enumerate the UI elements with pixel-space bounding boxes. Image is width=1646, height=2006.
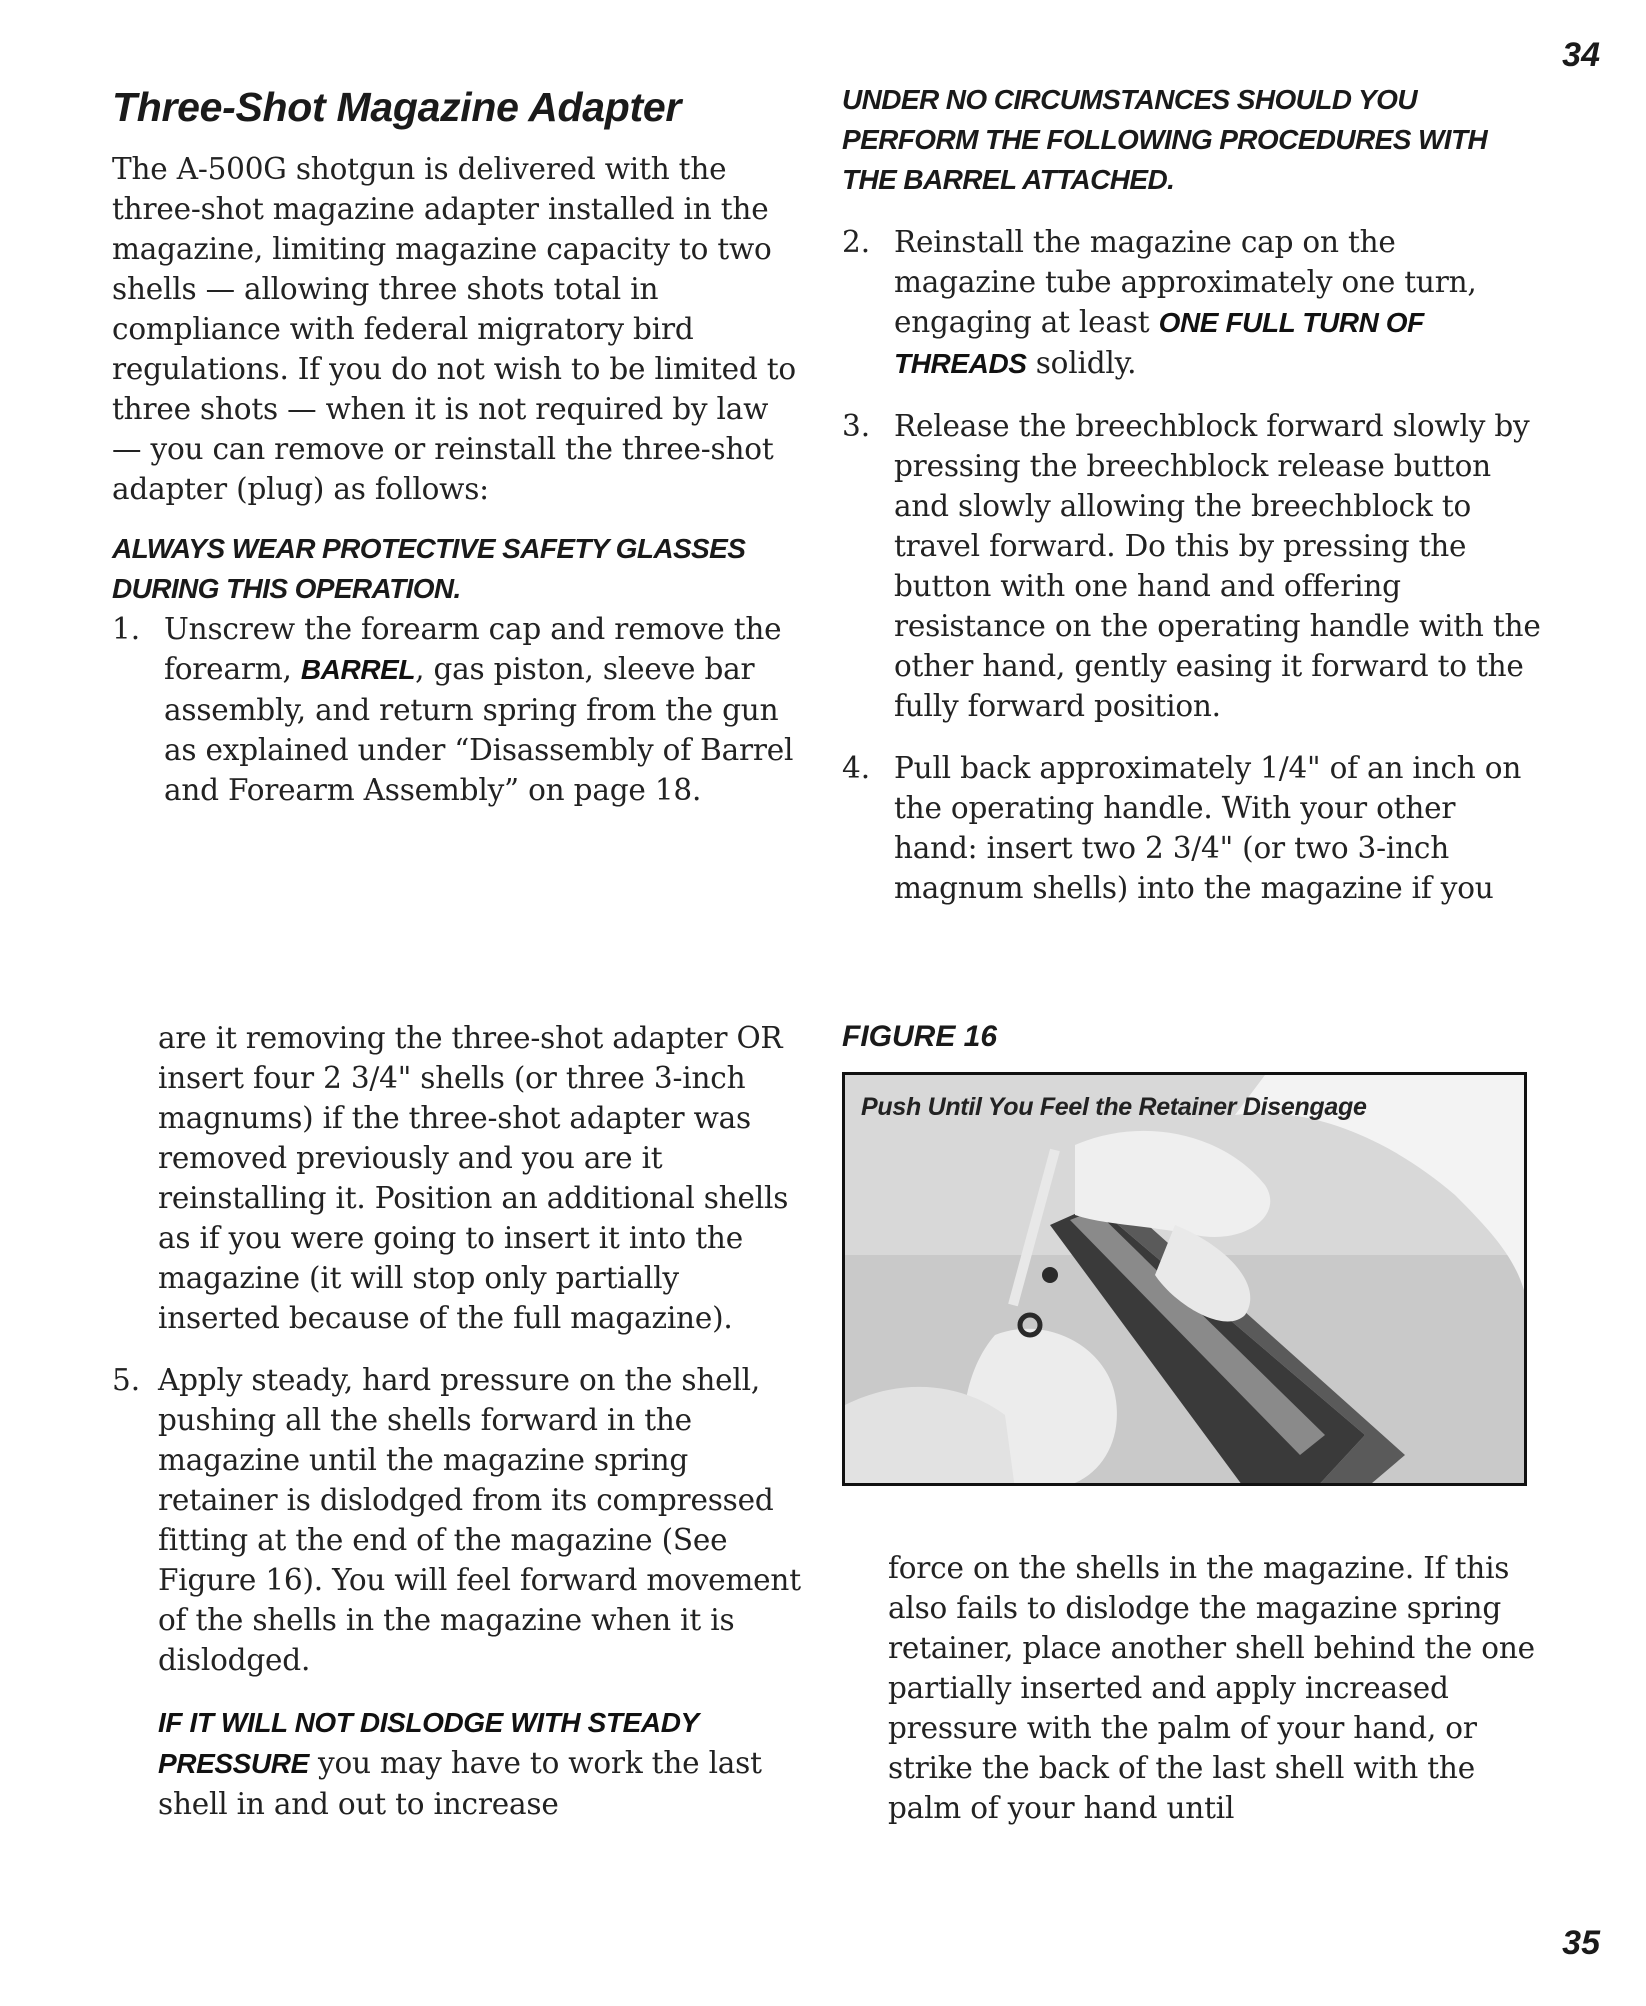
dislodge-continued: force on the shells in the magazine. If this also fails to dislodge the magazine spring retainer, place another shell behind the one partially inserted and apply increased pressure with the palm of your hand, or strike the back of the last shell with the palm of your hand until <box>888 1551 1535 1825</box>
safety-glasses-warning: ALWAYS WEAR PROTECTIVE SAFETY GLASSES DURING THIS OPERATION. <box>112 533 746 604</box>
step-4-continued: are it removing the three-shot adapter OR insert four 2 3/4" shells (or three 3-inch magnums) if the three-shot adapter was removed previously and you are it reinstalling it. Position an additional shells as if you were going to insert it into the magazine (it will stop only partially inserted because of the full magazine). <box>158 1021 789 1335</box>
figure-label: FIGURE 16 <box>842 1020 998 1053</box>
step-5 <box>112 1360 802 1680</box>
step-4 <box>842 748 1542 908</box>
dislodge-note: IF IT WILL NOT DISLODGE WITH STEADY PRESSURE you may have to work the last shell in and out to increase <box>158 1707 762 1821</box>
right-column-top <box>842 80 1542 930</box>
dislodge-emphasis: IF IT WILL NOT DISLODGE WITH STEADY PRESSURE <box>158 1707 699 1779</box>
step-1-number: 1. <box>112 612 141 646</box>
step-1-text: Unscrew the forearm cap and remove the forearm, BARREL, gas piston, sleeve bar assembly, and return spring from the gun as explained under “Disassembly of Barrel and Forearm Assembly” on page 18. <box>164 612 794 807</box>
step-4-number: 4. <box>842 751 871 785</box>
step-3-number: 3. <box>842 409 871 443</box>
left-column-top <box>112 84 802 832</box>
step-3-text: Release the breechblock forward slowly by pressing the breechblock release button and slowly allowing the breechblock to travel forward. Do this by pressing the button with one hand and offering resistance on the operating handle with the other hand, gently easing it forward to the fully forward position. <box>894 409 1541 723</box>
step-5-number: 5. <box>112 1363 141 1397</box>
left-column-bottom <box>112 1018 802 1824</box>
right-column-bottom <box>842 1020 1542 1828</box>
page-number-bottom: 35 <box>1562 1924 1600 1962</box>
step-3 <box>842 406 1542 726</box>
barrel-emphasis: BARREL <box>300 654 416 685</box>
figure-caption: Push Until You Feel the Retainer Disengage <box>861 1093 1367 1121</box>
barrel-attached-warning: UNDER NO CIRCUMSTANCES SHOULD YOU PERFORM THE FOLLOWING PROCEDURES WITH THE BARREL ATTACHED. <box>842 84 1488 195</box>
intro-paragraph: The A-500G shotgun is delivered with the three-shot magazine adapter installed in the magazine, limiting magazine capacity to two shells — allowing three shots total in compliance with federal migratory bird regulations. If you do not wish to be limited to three shots — when it is not required by law — you can remove or reinstall the three-shot adapter (plug) as follows: <box>112 152 796 506</box>
section-heading: Three-Shot Magazine Adapter <box>112 84 682 130</box>
step-5-text: Apply steady, hard pressure on the shell, pushing all the shells forward in the magazine until the magazine spring retainer is dislodged from its compressed fitting at the end of the magazine (See Figure 16). You will feel forward movement of the shells in the magazine when it is dislodged. <box>158 1363 801 1677</box>
step-1 <box>112 609 802 810</box>
step-2-number: 2. <box>842 225 871 259</box>
step-2 <box>842 222 1542 384</box>
threads-emphasis: ONE FULL TURN OF THREADS <box>894 307 1424 379</box>
step-4-text: Pull back approximately 1/4" of an inch on the operating handle. With your other hand: insert two 2 3/4" (or two 3-inch magnum shells) into the magazine if you <box>894 751 1522 905</box>
figure-16-photo <box>842 1072 1527 1486</box>
step-2-text: Reinstall the magazine cap on the magazine tube approximately one turn, engaging at least ONE FULL TURN OF THREADS solidly. <box>894 225 1477 380</box>
magazine-photo-illustration <box>845 1075 1527 1486</box>
page-number-top: 34 <box>1562 36 1600 74</box>
